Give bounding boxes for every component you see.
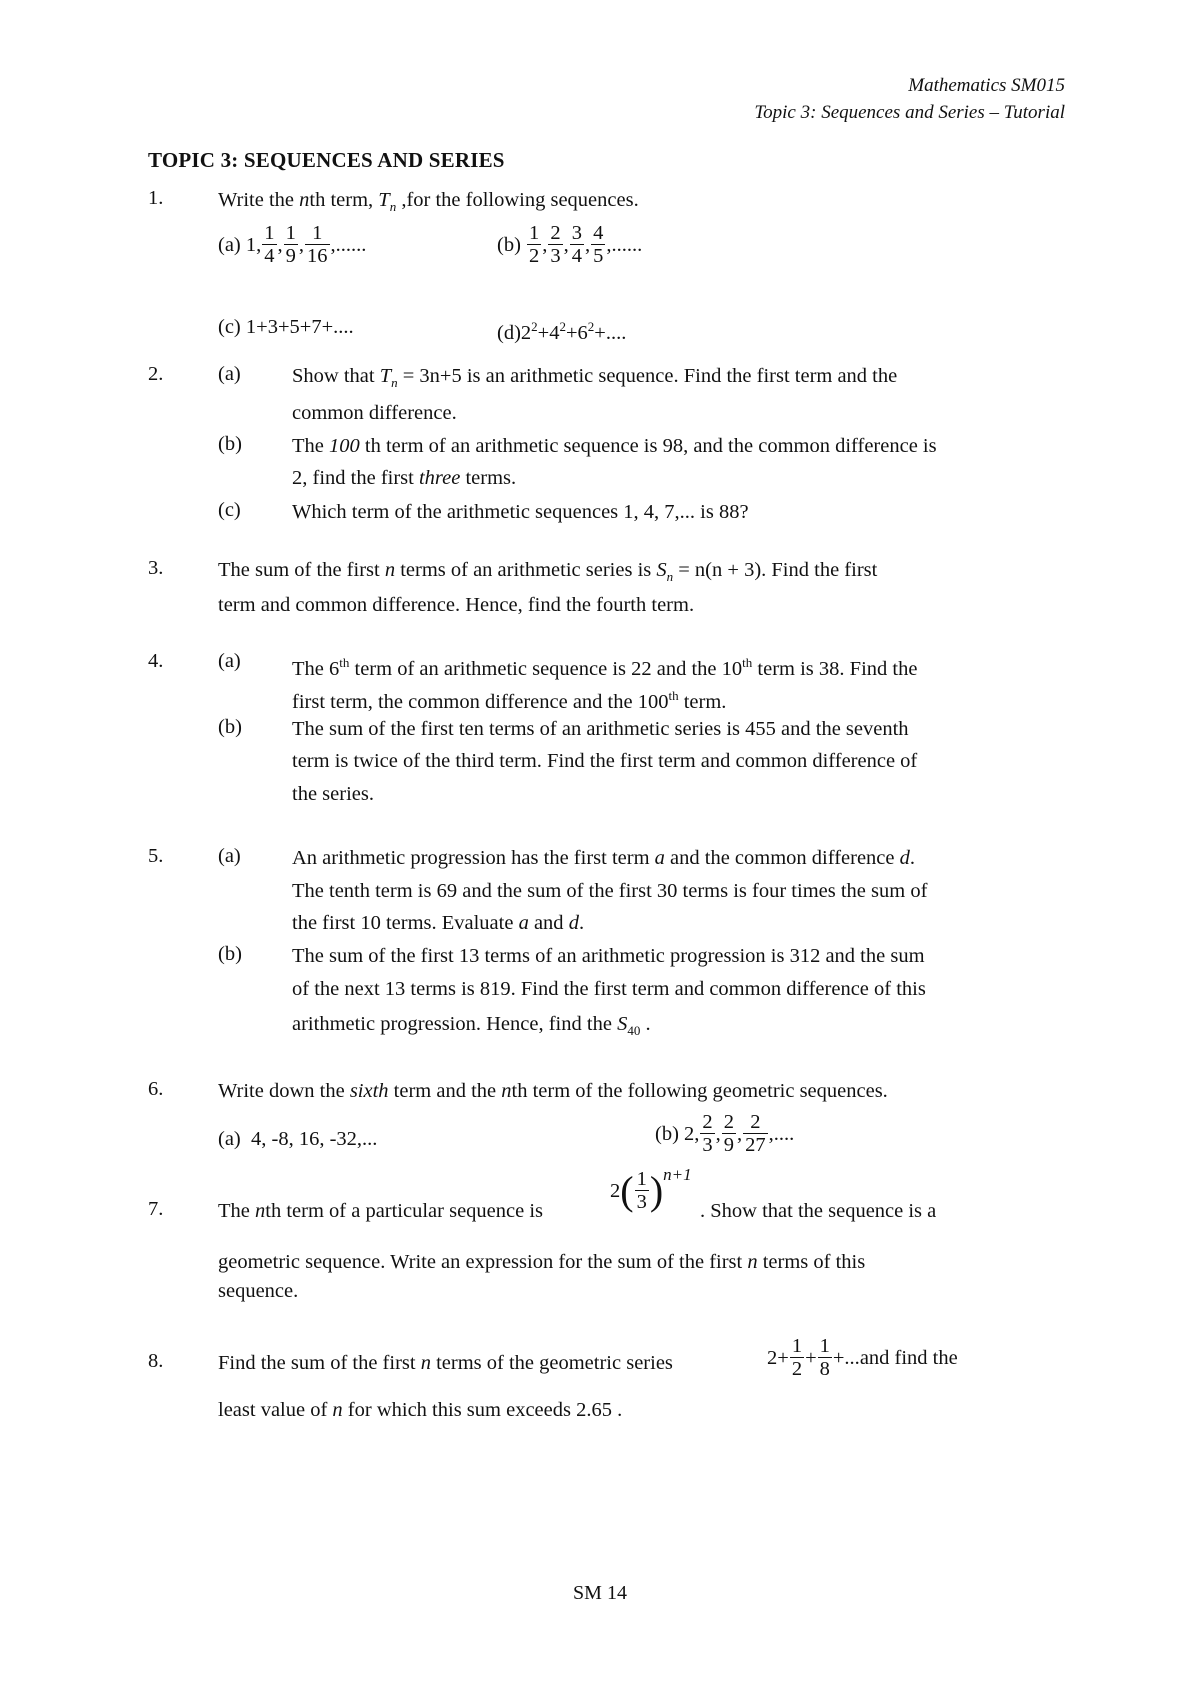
q5-b-line1: The sum of the first 13 terms of an arithmetic progression is 312 and the sum	[292, 945, 925, 967]
q2-b-line1: The 100 th term of an arithmetic sequence is 98, and the common difference is	[292, 435, 937, 457]
q6-part-b: (b) 2, $\frac{2}{3}$ , $\frac{2}{9}$ , $\frac{2}{27}$ ,....	[655, 1111, 795, 1156]
q2-number: 2.	[148, 363, 164, 385]
fraction: $\frac{2}{3}$	[702, 1111, 713, 1156]
q6-part-a: (a) 4, -8, 16, -32,...	[218, 1128, 378, 1150]
q5-b-label: (b)	[218, 943, 242, 965]
q2-c-label: (c)	[218, 499, 241, 521]
q4-a-label: (a)	[218, 650, 241, 672]
fraction: $\frac{2}{27}$	[745, 1111, 766, 1156]
q8-number: 8.	[148, 1350, 164, 1372]
q4-b-label: (b)	[218, 716, 242, 738]
fraction: $\frac{4}{5}$	[593, 222, 604, 267]
q8-formula: 2+ $\frac{1}{2}$ + $\frac{1}{8}$ +... and find the	[767, 1335, 958, 1380]
fraction: $\frac{1}{4}$	[264, 222, 275, 267]
fraction: $\frac{1}{8}$	[819, 1335, 830, 1380]
header-course: Mathematics SM015	[908, 75, 1065, 96]
q7-line3: sequence.	[218, 1280, 299, 1302]
page-title: TOPIC 3: SEQUENCES AND SERIES	[148, 148, 505, 172]
q2-b-label: (b)	[218, 433, 242, 455]
fraction: $\frac{1}{3}$	[636, 1168, 647, 1213]
q4-number: 4.	[148, 650, 164, 672]
q1-part-d: $(d)2^2+4^2+6^2+$....	[497, 319, 627, 344]
q4-b-line2: term is twice of the third term. Find the first term and common difference of	[292, 750, 918, 772]
q8-line2: least value of n for which this sum exceeds 2.65 .	[218, 1399, 623, 1421]
fraction: $\frac{1}{9}$	[285, 222, 296, 267]
q8-line1-pre: Find the sum of the first n terms of the geometric series	[218, 1352, 673, 1374]
fraction: $\frac{1}{2}$	[791, 1335, 803, 1380]
q4-b-line1: The sum of the first ten terms of an arithmetic series is 455 and the seventh	[292, 718, 909, 740]
q5-a-line2: The tenth term is 69 and the sum of the first 30 terms is four times the sum of	[292, 880, 928, 902]
q6-stem: Write down the sixth term and the nth term of the following geometric sequences.	[218, 1080, 888, 1102]
fraction: $\frac{3}{4}$	[571, 222, 583, 267]
running-header	[754, 72, 1065, 126]
page-number: SM 14	[573, 1582, 627, 1604]
q1-part-a: (a) 1, $\frac{1}{4}$ , $\frac{1}{9}$ , $\frac{1}{16}$ ,......	[218, 222, 367, 267]
q7-formula: 2 ( $\frac{1}{3}$ ) n+1	[610, 1165, 692, 1213]
fraction: $\frac{1}{2}$	[529, 222, 540, 267]
fraction: $\frac{1}{16}$	[307, 222, 328, 267]
q7-line1-pre: The nth term of a particular sequence is	[218, 1200, 544, 1222]
q5-a-line3: the first 10 terms. Evaluate a and d.	[292, 912, 585, 934]
q5-a-label: (a)	[218, 845, 241, 867]
q1-part-b: (b) $\frac{1}{2}$ , $\frac{2}{3}$ , $\frac{3}{4}$ , $\frac{4}{5}$ ,......	[497, 222, 643, 267]
header-topic: Topic 3: Sequences and Series – Tutorial	[754, 102, 1065, 123]
q4-a-line1: The 6th term of an arithmetic sequence is 22 and the 10th term is 38. Find the	[292, 655, 918, 680]
fraction: $\frac{2}{9}$	[723, 1111, 735, 1156]
q2-a-line2: common difference.	[292, 402, 457, 424]
q3-line2: term and common difference. Hence, find the fourth term.	[218, 594, 695, 616]
q7-line2: geometric sequence. Write an expression for the sum of the first n terms of this	[218, 1251, 866, 1273]
fraction: $\frac{2}{3}$	[550, 222, 561, 267]
q5-a-line1: An arithmetic progression has the first term a and the common difference d.	[292, 847, 915, 869]
q4-a-line2: first term, the common difference and the 100th term.	[292, 688, 727, 713]
q2-c-text: Which term of the arithmetic sequences 1, 4, 7,... is 88?	[292, 501, 749, 523]
q5-b-line3: arithmetic progression. Hence, find the $S_{40}$ .	[292, 1013, 651, 1039]
q4-b-line3: the series.	[292, 783, 374, 805]
q7-number: 7.	[148, 1198, 164, 1220]
q5-number: 5.	[148, 845, 164, 867]
q6-number: 6.	[148, 1078, 164, 1100]
q2-a-label: (a)	[218, 363, 241, 385]
q5-b-line2: of the next 13 terms is 819. Find the first term and common difference of this	[292, 978, 926, 1000]
q3-number: 3.	[148, 557, 164, 579]
q1-part-c: (c) 1+3+5+7+....	[218, 316, 354, 338]
q2-b-line2: 2, find the first three terms.	[292, 467, 517, 489]
q7-line1-post: . Show that the sequence is a	[700, 1200, 937, 1222]
q2-a-line1: Show that $T_n = 3n+5$ is an arithmetic sequence. Find the first term and the	[292, 365, 898, 391]
q1-stem: Write the nth term, $T_n$ ,for the following sequences.	[218, 189, 639, 215]
q1-number: 1.	[148, 187, 164, 209]
q3-line1: The sum of the first n terms of an arithmetic series is $S_n = n(n + 3)$. Find the first	[218, 559, 878, 585]
